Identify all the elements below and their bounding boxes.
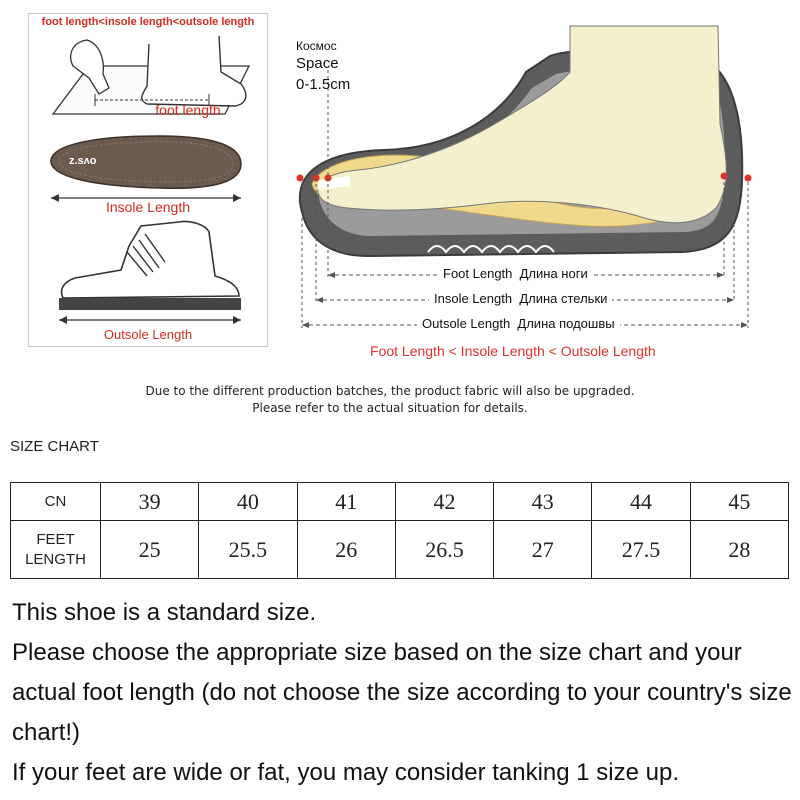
cn-size-cell: 43 [494,483,592,521]
insole-length-en: Insole Length [434,291,513,306]
feet-length-cell: 26.5 [395,521,493,579]
table-row-cn [11,483,789,521]
foot-length-label: foot length [155,102,221,118]
cn-size-cell: 44 [592,483,690,521]
foot-length-caption [438,266,593,281]
size-advice-line2: Please choose the appropriate size based on the size chart and your actual foot length (do not choose the size according to your country's size chart!) [12,639,792,746]
foot-length-ru: Длина ноги [519,266,588,281]
production-note-line2: Please refer to the actual situation for details. [252,401,528,415]
space-label [296,38,350,93]
cn-size-cell: 41 [297,483,395,521]
table-row-feet-length [11,521,789,579]
insole-brand-text: z.sʌo [69,155,97,167]
cn-size-cell: 45 [690,483,788,521]
space-range: 0-1.5cm [296,76,351,93]
size-chart-title: SIZE CHART [10,438,99,455]
boot-illustration [59,221,241,324]
length-formula: Foot Length < Insole Length < Outsole Length [370,343,656,359]
heel-marker-foot [721,173,728,180]
feet-length-cell: 26 [297,521,395,579]
row-header-cn: CN [11,483,101,521]
space-label-ru: Космос [296,39,337,53]
production-note-line1: Due to the different production batches, the product fabric will also be upgraded. [145,384,635,398]
outsole-length-label: Outsole Length [103,327,193,342]
cn-size-cell: 39 [101,483,199,521]
insole-length-label: Insole Length [105,199,191,215]
insole-illustration [51,136,241,202]
size-advice-line1: This shoe is a standard size. [12,599,317,626]
size-advice-text [12,593,797,793]
measurement-illustration-panel [28,13,268,347]
shoe-cross-section-diagram [288,12,788,372]
size-chart-table [10,482,789,579]
feet-length-cell: 27.5 [592,521,690,579]
production-note [0,383,780,417]
toe-marker-outer [297,175,304,182]
feet-length-cell: 28 [690,521,788,579]
insole-length-ru: Длина стельки [519,291,608,306]
insole-length-caption [429,291,612,306]
outsole-length-ru: Длина подошвы [517,316,615,331]
outsole-length-en: Outsole Length [422,316,511,331]
heel-marker-outer [745,175,752,182]
foot-shape [318,26,726,223]
foot-length-en: Foot Length [443,266,513,281]
row-header-feet: FEET [36,530,75,548]
row-header-feet-length [11,521,101,579]
row-header-length: LENGTH [25,550,86,568]
cn-size-cell: 42 [395,483,493,521]
feet-length-cell: 27 [494,521,592,579]
size-advice-line3: If your feet are wide or fat, you may consider tanking 1 size up. [12,759,680,786]
outsole-length-caption [417,316,620,331]
feet-length-cell: 25.5 [199,521,297,579]
cn-size-cell: 40 [199,483,297,521]
feet-length-cell: 25 [101,521,199,579]
measurement-order-header: foot length<insole length<outsole length [41,16,255,28]
space-label-en: Space [296,55,339,72]
measurement-illustrations [29,14,267,346]
